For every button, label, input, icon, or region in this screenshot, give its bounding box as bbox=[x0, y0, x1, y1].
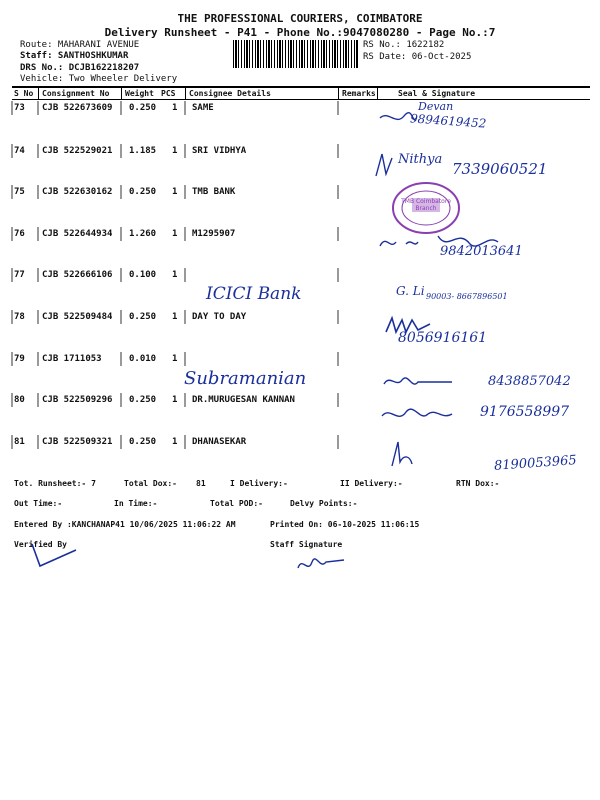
total-dox-label: Total Dox:- bbox=[124, 479, 177, 488]
row-consignment: CJB 522630162 bbox=[42, 187, 113, 197]
row-pcs: 1 bbox=[172, 395, 178, 405]
in-time: In Time:- bbox=[114, 499, 158, 508]
row-pcs: 1 bbox=[172, 354, 178, 364]
row-sno: 74 bbox=[14, 146, 25, 156]
row-sno: 75 bbox=[14, 187, 25, 197]
row-sno: 78 bbox=[14, 312, 25, 322]
row-consignee: SAME bbox=[192, 103, 214, 113]
col-header-weight: Weight bbox=[125, 89, 154, 98]
row-consignment: CJB 522509296 bbox=[42, 395, 113, 405]
vehicle-label: Vehicle: Two Wheeler Delivery bbox=[20, 74, 178, 84]
handwritten-name: Nithya bbox=[398, 152, 443, 167]
total-dox-value: 81 bbox=[196, 479, 206, 488]
handwritten-name: Subramanian bbox=[184, 368, 307, 389]
signature-scribble bbox=[382, 368, 462, 394]
handwritten-phone: 8056916161 bbox=[398, 330, 488, 346]
row-sno: 73 bbox=[14, 103, 25, 113]
col-header-sno: S No bbox=[14, 89, 34, 98]
signature-scribble bbox=[378, 108, 418, 130]
handwritten-phone: 7339060521 bbox=[452, 160, 548, 178]
ii-delivery: II Delivery:- bbox=[340, 479, 403, 488]
row-weight: 0.010 bbox=[129, 354, 157, 364]
printed-on: Printed On: 06-10-2025 11:06:15 bbox=[270, 520, 420, 529]
handwritten-phone: 8190053965 bbox=[493, 453, 578, 474]
handwritten-name: G. Li bbox=[396, 284, 425, 298]
handwritten-phone: 9842013641 bbox=[440, 244, 523, 259]
col-header-pcs: PCS bbox=[161, 89, 176, 98]
col-header-consignment: Consignment No bbox=[42, 89, 110, 98]
drs-label: DRS No.: DCJB162218207 bbox=[20, 63, 140, 73]
row-pcs: 1 bbox=[172, 437, 178, 447]
row-sno: 79 bbox=[14, 354, 25, 364]
row-consignment: CJB 522673609 bbox=[42, 103, 113, 113]
row-consignee: DHANASEKAR bbox=[192, 437, 247, 447]
row-consignee: DR.MURUGESAN KANNAN bbox=[192, 395, 295, 405]
staff-signature-label: Staff Signature bbox=[270, 540, 343, 549]
tot-runsheet: Tot. Runsheet:- 7 bbox=[14, 479, 96, 488]
handwritten-phone: 8438857042 bbox=[488, 374, 571, 389]
row-weight: 0.250 bbox=[129, 187, 157, 197]
row-pcs: 1 bbox=[172, 146, 178, 156]
verified-by: Verified By bbox=[14, 540, 67, 549]
row-sno: 81 bbox=[14, 437, 25, 447]
delvy-points: Delvy Points:- bbox=[290, 499, 358, 508]
company-title: THE PROFESSIONAL COURIERS, COIMBATORE bbox=[177, 12, 423, 25]
handwritten-note: ICICI Bank bbox=[206, 284, 302, 304]
row-consignee: SRI VIDHYA bbox=[192, 146, 247, 156]
row-consignment: CJB 522529021 bbox=[42, 146, 113, 156]
entered-by: Entered By :KANCHANAP41 10/06/2025 11:06:22 AM bbox=[14, 520, 236, 529]
col-header-consignee: Consignee Details bbox=[189, 89, 271, 98]
row-consignee: M1295907 bbox=[192, 229, 236, 239]
col-header-remarks: Remarks bbox=[342, 89, 376, 98]
handwritten-phone: 9894619452 bbox=[409, 111, 487, 131]
rs-number: RS No.: 1622182 bbox=[363, 40, 445, 50]
route-label: Route: MAHARANI AVENUE bbox=[20, 40, 140, 50]
row-consignee: DAY TO DAY bbox=[192, 312, 247, 322]
row-pcs: 1 bbox=[172, 103, 178, 113]
row-weight: 0.250 bbox=[129, 103, 157, 113]
rtn-dox: RTN Dox:- bbox=[456, 479, 500, 488]
staff-label: Staff: SANTHOSHKUMAR bbox=[20, 51, 129, 61]
row-consignment: CJB 522644934 bbox=[42, 229, 113, 239]
rs-date: RS Date: 06-Oct-2025 bbox=[363, 52, 472, 62]
row-pcs: 1 bbox=[172, 270, 178, 280]
signature-scribble bbox=[372, 150, 402, 180]
row-pcs: 1 bbox=[172, 187, 178, 197]
row-sno: 80 bbox=[14, 395, 25, 405]
row-pcs: 1 bbox=[172, 229, 178, 239]
row-weight: 0.250 bbox=[129, 437, 157, 447]
row-consignment: CJB 522666106 bbox=[42, 270, 113, 280]
row-sno: 76 bbox=[14, 229, 25, 239]
row-weight: 1.185 bbox=[129, 146, 157, 156]
handwritten-phone: 90003- 8667896501 bbox=[426, 292, 508, 301]
row-sno: 77 bbox=[14, 270, 25, 280]
signature-scribble bbox=[386, 440, 416, 470]
row-weight: 1.260 bbox=[129, 229, 157, 239]
total-pod: Total POD:- bbox=[210, 499, 263, 508]
row-weight: 0.100 bbox=[129, 270, 157, 280]
signature-scribble bbox=[380, 402, 460, 428]
row-consignee: TMB BANK bbox=[192, 187, 236, 197]
row-pcs: 1 bbox=[172, 312, 178, 322]
handwritten-phone: 9176558997 bbox=[480, 404, 570, 420]
row-weight: 0.250 bbox=[129, 395, 157, 405]
i-delivery: I Delivery:- bbox=[230, 479, 288, 488]
row-consignment: CJB 522509484 bbox=[42, 312, 113, 322]
stamp-text: TMB Coimbatore Branch bbox=[401, 198, 451, 212]
col-header-seal: Seal & Signature bbox=[398, 89, 476, 98]
row-consignment: CJB 1711053 bbox=[42, 354, 102, 364]
handwritten-name: Devan bbox=[418, 100, 454, 113]
verified-signature bbox=[26, 540, 82, 570]
staff-signature bbox=[294, 548, 350, 578]
out-time: Out Time:- bbox=[14, 499, 63, 508]
row-consignment: CJB 522509321 bbox=[42, 437, 113, 447]
row-weight: 0.250 bbox=[129, 312, 157, 322]
runsheet-subtitle: Delivery Runsheet - P41 - Phone No.:9047080280 - Page No.:7 bbox=[104, 26, 496, 39]
